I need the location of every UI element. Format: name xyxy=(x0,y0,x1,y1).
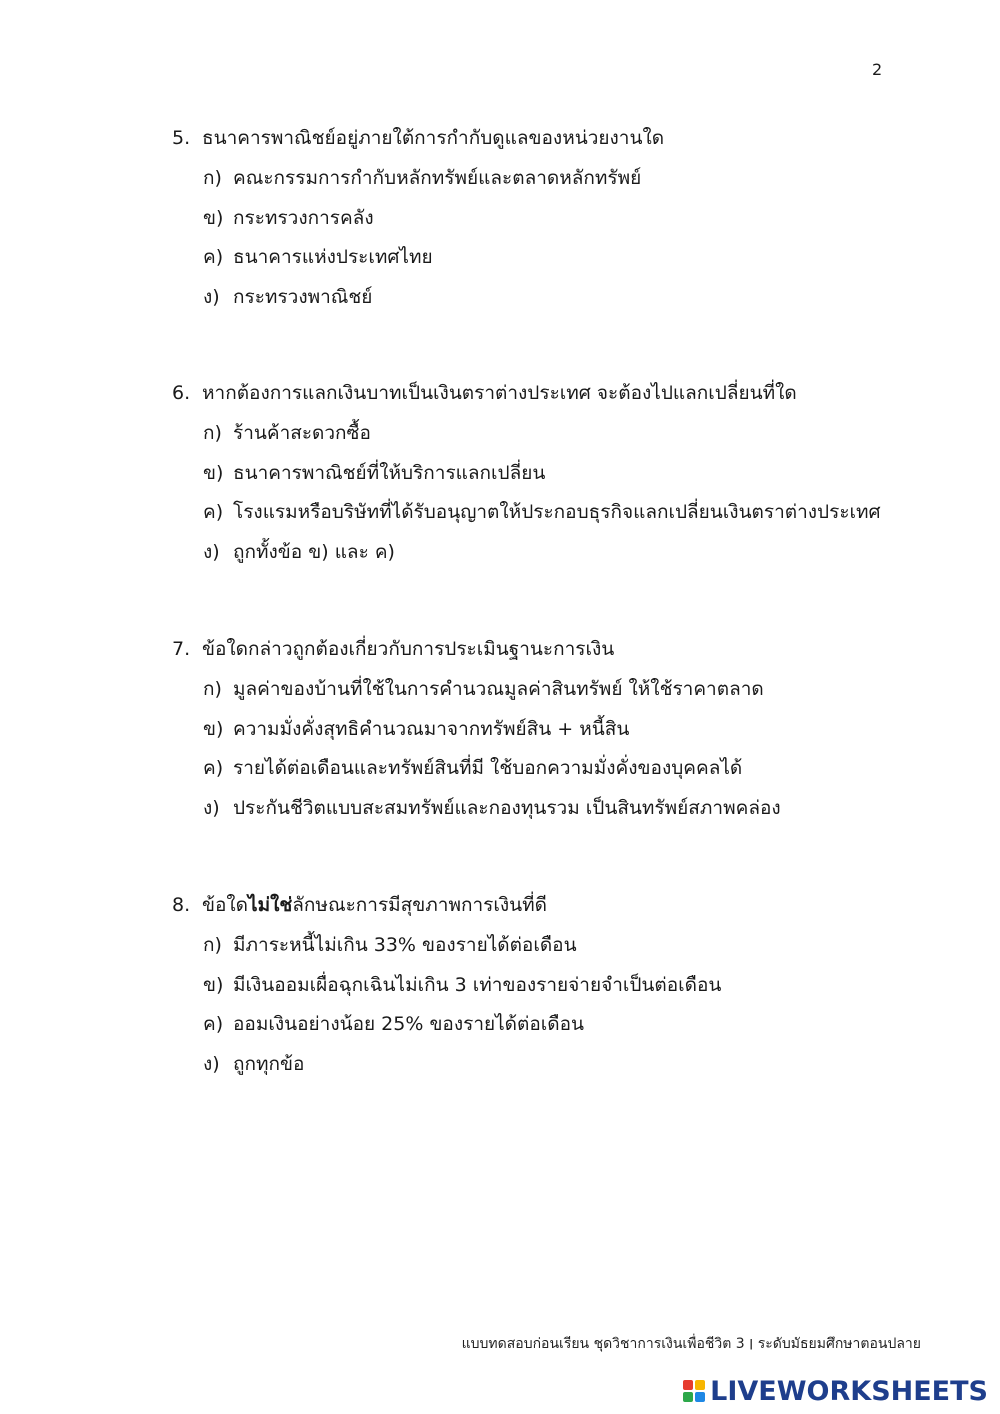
question-text: ธนาคารพาณิชย์อยู่ภายใต้การกำกับดูแลของหน่วยงานใด xyxy=(202,127,665,149)
question-number: 6. xyxy=(172,382,191,404)
option-list xyxy=(172,166,952,324)
question-text-after: ลักษณะการมีสุขภาพการเงินที่ดี xyxy=(292,894,547,916)
question-stem xyxy=(172,126,952,150)
question-text: หากต้องการแลกเงินบาทเป็นเงินตราต่างประเทศ จะต้องไปแลกเปลี่ยนที่ใด xyxy=(202,382,797,404)
question-stem xyxy=(172,893,952,917)
question-text: ข้อใดกล่าวถูกต้องเกี่ยวกับการประเมินฐานะการเงิน xyxy=(202,638,615,660)
option-a[interactable]: ก) ร้านค้าสะดวกซื้อ xyxy=(203,422,371,444)
option-list xyxy=(172,677,952,835)
question-text-before: ข้อใด xyxy=(202,894,249,916)
page-number: 2 xyxy=(872,60,883,79)
question-number: 8. xyxy=(172,894,191,916)
option-c[interactable]: ค) โรงแรมหรือบริษัทที่ได้รับอนุญาตให้ประกอบธุรกิจแลกเปลี่ยนเงินตราต่างประเทศ xyxy=(203,501,881,523)
option-d[interactable]: ง) ถูกทั้งข้อ ข) และ ค) xyxy=(203,540,395,563)
option-d[interactable]: ง) ถูกทุกข้อ xyxy=(203,1052,305,1075)
question-number: 5. xyxy=(172,127,191,149)
option-list xyxy=(172,933,952,1091)
option-d[interactable]: ง) กระทรวงพาณิชย์ xyxy=(203,285,373,308)
page-footer: แบบทดสอบก่อนเรียน ชุดวิชาการเงินเพื่อชีวิต 3 ׀ ระดับมัธยมศึกษาตอนปลาย xyxy=(461,1336,921,1352)
option-list xyxy=(172,421,952,579)
question-number: 7. xyxy=(172,638,191,660)
option-c[interactable]: ค) ออมเงินอย่างน้อย 25% ของรายได้ต่อเดือน xyxy=(203,1013,584,1035)
question-stem xyxy=(172,637,952,661)
liveworksheets-brand[interactable] xyxy=(683,1374,988,1408)
question-7 xyxy=(172,637,952,835)
brand-text: LIVEWORKSHEETS xyxy=(710,1375,988,1407)
option-c[interactable]: ค) รายได้ต่อเดือนและทรัพย์สินที่มี ใช้บอกความมั่งคั่งของบุคคลได้ xyxy=(203,757,743,779)
option-a[interactable]: ก) คณะกรรมการกำกับหลักทรัพย์และตลาดหลักทรัพย์ xyxy=(203,167,642,189)
option-a[interactable]: ก) มีภาระหนี้ไม่เกิน 33% ของรายได้ต่อเดือน xyxy=(203,934,577,956)
option-b[interactable]: ข) กระทรวงการคลัง xyxy=(203,206,374,229)
option-d[interactable]: ง) ประกันชีวิตแบบสะสมทรัพย์และกองทุนรวม เป็นสินทรัพย์สภาพคล่อง xyxy=(203,796,781,819)
liveworksheets-logo-icon xyxy=(683,1380,705,1402)
option-b[interactable]: ข) มีเงินออมเผื่อฉุกเฉินไม่เกิน 3 เท่าของรายจ่ายจำเป็นต่อเดือน xyxy=(203,973,722,996)
option-c[interactable]: ค) ธนาคารแห่งประเทศไทย xyxy=(203,246,433,268)
question-6 xyxy=(172,381,952,579)
question-text-emphasis: ไม่ใช่ xyxy=(248,894,293,916)
option-b[interactable]: ข) ธนาคารพาณิชย์ที่ให้บริการแลกเปลี่ยน xyxy=(203,461,546,484)
question-8 xyxy=(172,893,952,1091)
question-stem xyxy=(172,381,952,405)
question-5 xyxy=(172,126,952,324)
option-b[interactable]: ข) ความมั่งคั่งสุทธิคำนวณมาจากทรัพย์สิน + หนี้สิน xyxy=(203,717,630,740)
option-a[interactable]: ก) มูลค่าของบ้านที่ใช้ในการคำนวณมูลค่าสินทรัพย์ ให้ใช้ราคาตลาด xyxy=(203,678,764,700)
